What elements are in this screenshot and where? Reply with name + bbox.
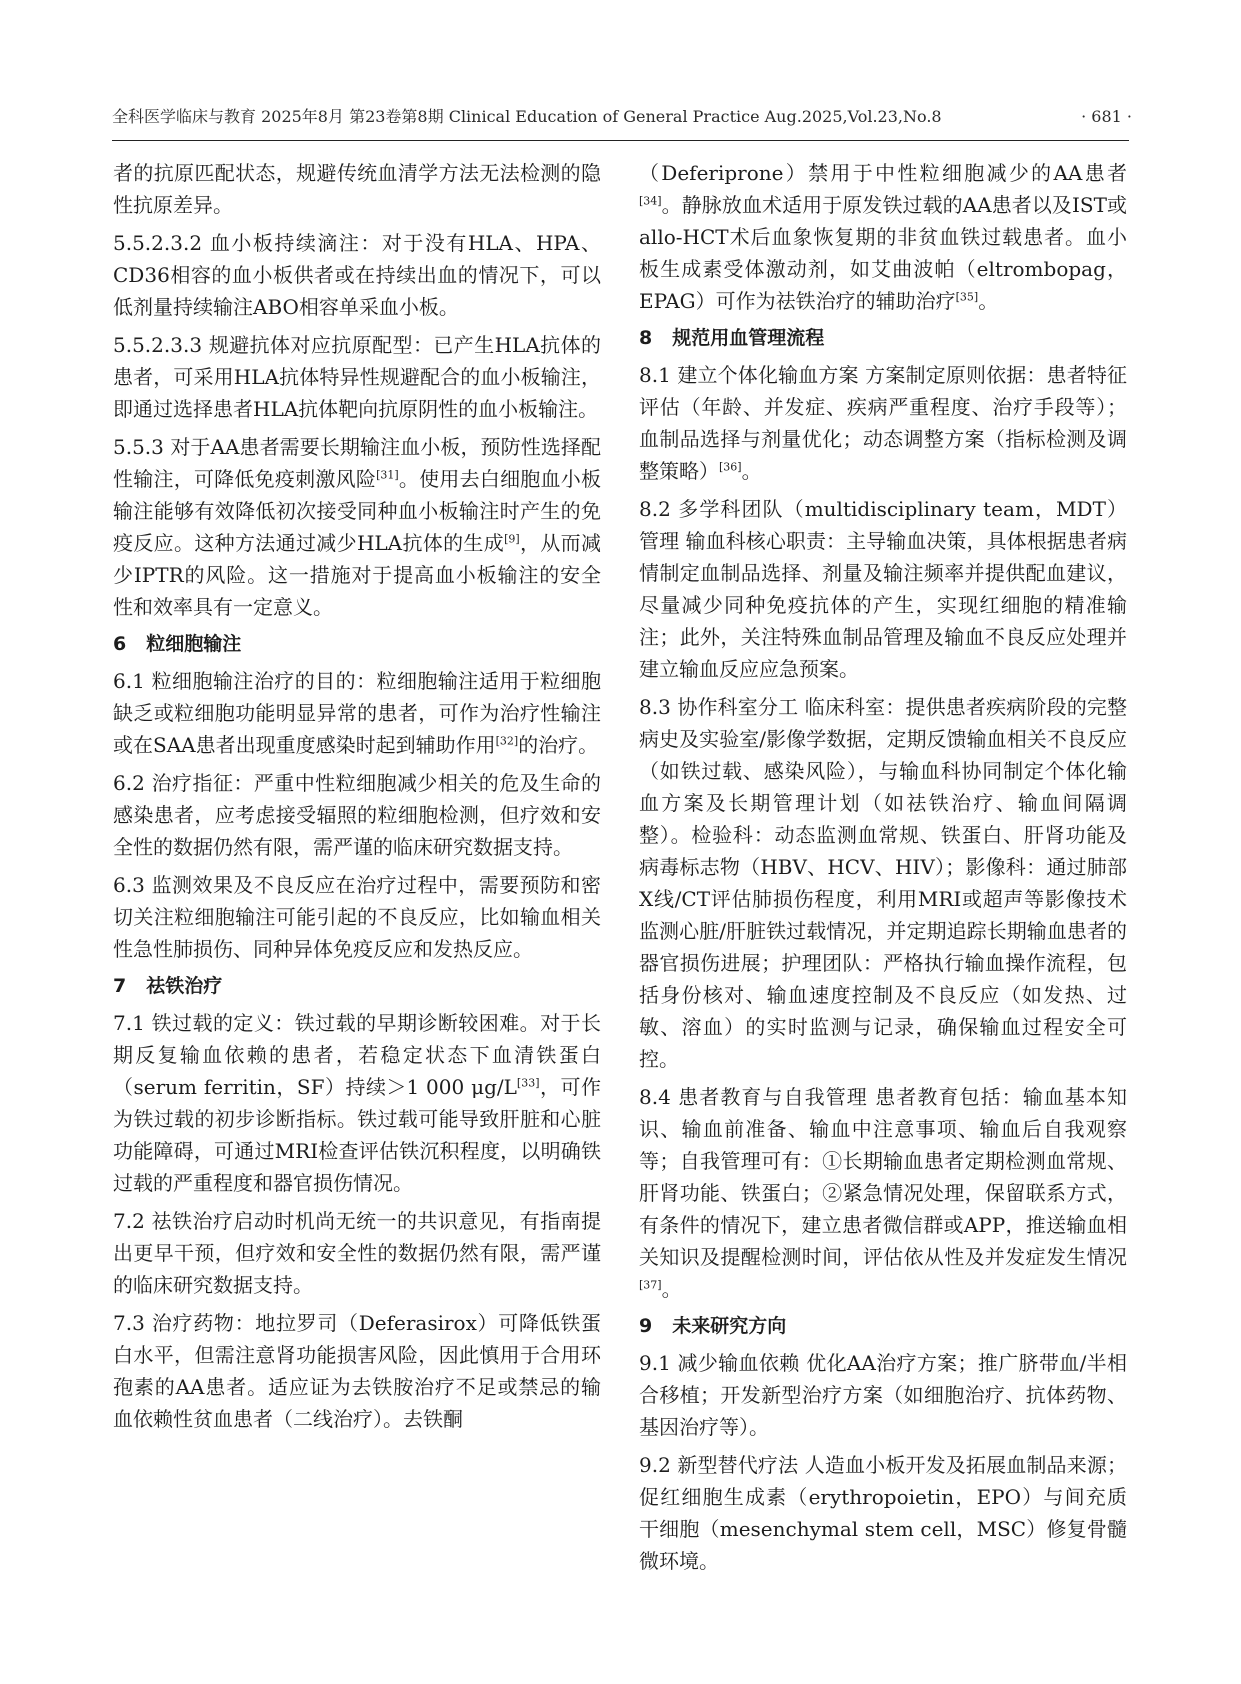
paragraph: 7.2 祛铁治疗启动时机尚无统一的共识意见，有指南提出更早干预，但疗效和安全性的数据仍然有限，需严谨的临床研究数据支持。: [113, 1209, 601, 1297]
right-column: [639, 157, 1127, 1583]
section-title: 粒细胞输注: [146, 633, 242, 655]
citation-ref: [34]: [639, 194, 662, 208]
paragraph: 7.3 治疗药物：地拉罗司（Deferasirox）可降低铁蛋白水平，但需注意肾功能损害风险，因此慎用于合用环孢素的AA患者。适应证为去铁胺治疗不足或禁忌的输血依赖性贫血患者（二线治疗）。去铁酮: [113, 1311, 601, 1431]
citation-ref: [33]: [516, 1076, 540, 1090]
section-title: 未来研究方向: [672, 1315, 787, 1337]
text-run: 。静脉放血术适用于原发铁过载的AA患者以及IST或allo-HCT术后血象恢复期的非贫血铁过载患者。血小板生成素受体激动剂，如艾曲波帕（eltrombopag，EPAG）可作为祛铁治疗的辅助治疗: [639, 193, 1127, 313]
paragraph: [113, 665, 601, 761]
paragraph: 5.5.2.3.2 血小板持续滴注：对于没有HLA、HPA、CD36相容的血小板供者或在持续出血的情况下，可以低剂量持续输注ABO相容单采血小板。: [113, 231, 601, 319]
text-run: 。: [661, 1277, 682, 1301]
page-number: · 681 ·: [1081, 107, 1132, 126]
paragraph: [639, 157, 1127, 317]
text-run: 。使用去白细胞血小板输注能够有效降低初次接受同种血小板输注时产生的免疫反应。这种方法通过减少HLA抗体的生成: [113, 467, 602, 555]
section-number: 7: [113, 975, 127, 997]
paragraph: [639, 359, 1127, 487]
text-run: 8.1 建立个体化输血方案 方案制定原则依据：患者特征评估（年龄、并发症、疾病严重程度、治疗手段等）；血制品选择与剂量优化；动态调整方案（指标检测及调整策略）: [639, 363, 1127, 483]
section-number: 8: [639, 327, 653, 349]
section-title: 祛铁治疗: [146, 975, 223, 997]
text-run: 的治疗。: [518, 733, 599, 757]
section-heading: [639, 1311, 1127, 1341]
citation-ref: [37]: [639, 1278, 662, 1292]
paragraph: [639, 1081, 1127, 1305]
section-heading: [113, 629, 601, 659]
citation-ref: [35]: [955, 290, 979, 304]
section-title: 规范用血管理流程: [672, 327, 825, 349]
text-run: ，从而减少IPTR的风险。这一措施对于提高血小板输注的安全性和效率具有一定意义。: [113, 531, 602, 619]
citation-ref: [31]: [376, 468, 399, 482]
paragraph: [113, 431, 601, 623]
header-rule: [112, 140, 1129, 141]
left-column: [113, 157, 601, 1441]
text-run: （Deferiprone）禁用于中性粒细胞减少的AA患者: [639, 161, 1127, 185]
section-number: 6: [113, 633, 127, 655]
paragraph: 6.3 监测效果及不良反应在治疗过程中，需要预防和密切关注粒细胞输注可能引起的不良反应，比如输血相关性急性肺损伤、同种异体免疫反应和发热反应。: [113, 873, 601, 961]
text-run: 8.4 患者教育与自我管理 患者教育包括：输血基本知识、输血前准备、输血中注意事项、输血后自我观察等；自我管理可有：①长期输血患者定期检测血常规、肝肾功能、铁蛋白；②紧急情况处理，保留联系方式，有条件的情况下，建立患者微信群或APP，推送输血相关知识及提醒检测时间，评估依从性及并发症发生情况: [639, 1085, 1127, 1269]
text-run: 5.5.3 对于AA患者需要长期输注血小板，预防性选择配性输注，可降低免疫刺激风险: [113, 435, 601, 491]
citation-ref: [32]: [495, 734, 519, 748]
paragraph: 者的抗原匹配状态，规避传统血清学方法无法检测的隐性抗原差异。: [113, 161, 601, 217]
text-run: 。: [741, 459, 762, 483]
text-run: 6.1 粒细胞输注治疗的目的：粒细胞输注适用于粒细胞缺乏或粒细胞功能明显异常的患者，可作为治疗性输注或在SAA患者出现重度感染时起到辅助作用: [113, 669, 601, 757]
paragraph: 5.5.2.3.3 规避抗体对应抗原配型：已产生HLA抗体的患者，可采用HLA抗体特异性规避配合的血小板输注，即通过选择患者HLA抗体靶向抗原阴性的血小板输注。: [113, 333, 601, 421]
text-run: 。: [978, 289, 999, 313]
paragraph: 8.2 多学科团队（multidisciplinary team，MDT）管理 输血科核心职责：主导输血决策，具体根据患者病情制定血制品选择、剂量及输注频率并提供配血建议，尽量减少同种免疫抗体的产生，实现红细胞的精准输注；此外，关注特殊血制品管理及输血不良反应处理并建立输血反应应急预案。: [639, 497, 1127, 681]
citation-ref: [9]: [504, 532, 520, 546]
paragraph: [113, 1007, 601, 1199]
paragraph: 6.2 治疗指征：严重中性粒细胞减少相关的危及生命的感染患者，应考虑接受辐照的粒细胞检测，但疗效和安全性的数据仍然有限，需严谨的临床研究数据支持。: [113, 771, 601, 859]
journal-citation: 全科医学临床与教育 2025年8月 第23卷第8期 Clinical Education of General Practice Aug.2025,Vol.23,No.8: [112, 107, 942, 126]
section-number: 9: [639, 1315, 653, 1337]
text-run: ，可作为铁过载的初步诊断指标。铁过载可能导致肝脏和心脏功能障碍，可通过MRI检查评估铁沉积程度，以明确铁过载的严重程度和器官损伤情况。: [113, 1075, 602, 1195]
running-header: [112, 104, 1132, 130]
paragraph: 9.1 减少输血依赖 优化AA治疗方案；推广脐带血/半相合移植；开发新型治疗方案（如细胞治疗、抗体药物、基因治疗等）。: [639, 1351, 1127, 1439]
paragraph: 8.3 协作科室分工 临床科室：提供患者疾病阶段的完整病史及实验室/影像学数据，定期反馈输血相关不良反应（如铁过载、感染风险），与输血科协同制定个体化输血方案及长期管理计划（如祛铁治疗、输血间隔调整）。检验科：动态监测血常规、铁蛋白、肝肾功能及病毒标志物（HBV、HCV、HIV）；影像科：通过肺部X线/CT评估肺损伤程度，利用MRI或超声等影像技术监测心脏/肝脏铁过载情况，并定期追踪长期输血患者的器官损伤进展；护理团队：严格执行输血操作流程，包括身份核对、输血速度控制及不良反应（如发热、过敏、溶血）的实时监测与记录，确保输血过程安全可控。: [639, 695, 1127, 1071]
citation-ref: [36]: [719, 460, 742, 474]
paragraph: 9.2 新型替代疗法 人造血小板开发及拓展血制品来源；促红细胞生成素（erythropoietin，EPO）与间充质干细胞（mesenchymal stem cell，MSC）修复骨髓微环境。: [639, 1453, 1127, 1573]
section-heading: [639, 323, 1127, 353]
text-run: 7.1 铁过载的定义：铁过载的早期诊断较困难。对于长期反复输血依赖的患者，若稳定状态下血清铁蛋白（serum ferritin，SF）持续＞1 000 μg/L: [113, 1011, 601, 1099]
section-heading: [113, 971, 601, 1001]
